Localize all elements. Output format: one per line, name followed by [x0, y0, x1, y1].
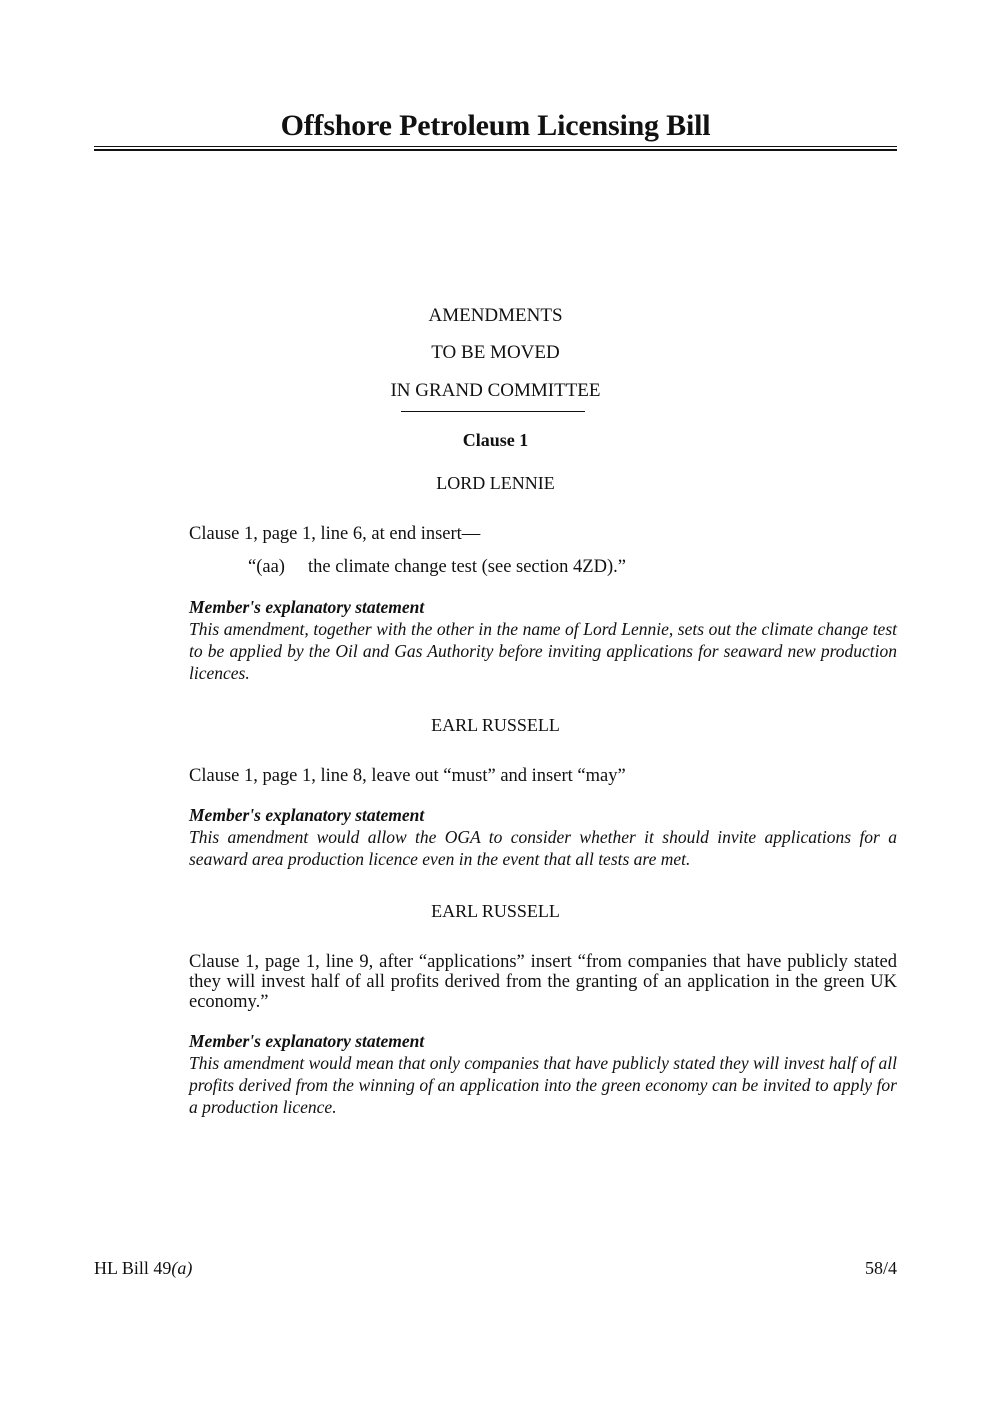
explanatory-statement-heading: Member's explanatory statement — [189, 1031, 425, 1051]
title-rule-thick — [94, 149, 897, 151]
heading-to-be-moved: TO BE MOVED — [431, 342, 560, 363]
inserted-paragraph — [248, 557, 626, 577]
amendment-text: Clause 1, page 1, line 6, at end insert— — [189, 524, 481, 544]
clause-heading: Clause 1 — [462, 430, 529, 450]
bill-number: HL Bill 49 — [94, 1258, 172, 1278]
bill-reference — [94, 1258, 192, 1278]
bill-title: Offshore Petroleum Licensing Bill — [280, 109, 711, 142]
member-name: EARL RUSSELL — [431, 715, 560, 735]
explanatory-statement-heading: Member's explanatory statement — [189, 805, 425, 825]
explanatory-statement-heading: Member's explanatory statement — [189, 597, 425, 617]
page-reference: 58/4 — [864, 1258, 897, 1278]
explanatory-statement: This amendment would allow the OGA to consider whether it should invite applications for a seaward area production licence even in the event that all tests are met. — [189, 827, 897, 869]
heading-divider — [401, 411, 585, 412]
explanatory-statement: This amendment would mean that only companies that have publicly stated they will invest half of all profits derived from the winning of an application into the green economy can be invited to apply for a production licence. — [189, 1053, 897, 1117]
explanatory-statement: This amendment, together with the other in the name of Lord Lennie, sets out the climate change test to be applied by the Oil and Gas Authority before inviting applications for seaward new production licences. — [189, 619, 897, 683]
heading-amendments: AMENDMENTS — [428, 305, 563, 326]
title-rule-thin — [94, 146, 897, 147]
member-name: EARL RUSSELL — [431, 901, 560, 921]
amendment-text: Clause 1, page 1, line 8, leave out “must” and insert “may” — [189, 766, 626, 786]
inserted-paragraph-text: the climate change test (see section 4ZD).” — [308, 557, 626, 577]
amendment-text: Clause 1, page 1, line 9, after “applications” insert “from companies that have publicly stated they will invest half of all profits derived from the granting of an application in the green UK economy.” — [189, 952, 897, 1012]
heading-grand-committee: IN GRAND COMMITTEE — [390, 380, 601, 401]
bill-suffix: (a) — [171, 1258, 193, 1278]
inserted-paragraph-number: “(aa) — [248, 557, 285, 577]
member-name: LORD LENNIE — [436, 473, 555, 493]
